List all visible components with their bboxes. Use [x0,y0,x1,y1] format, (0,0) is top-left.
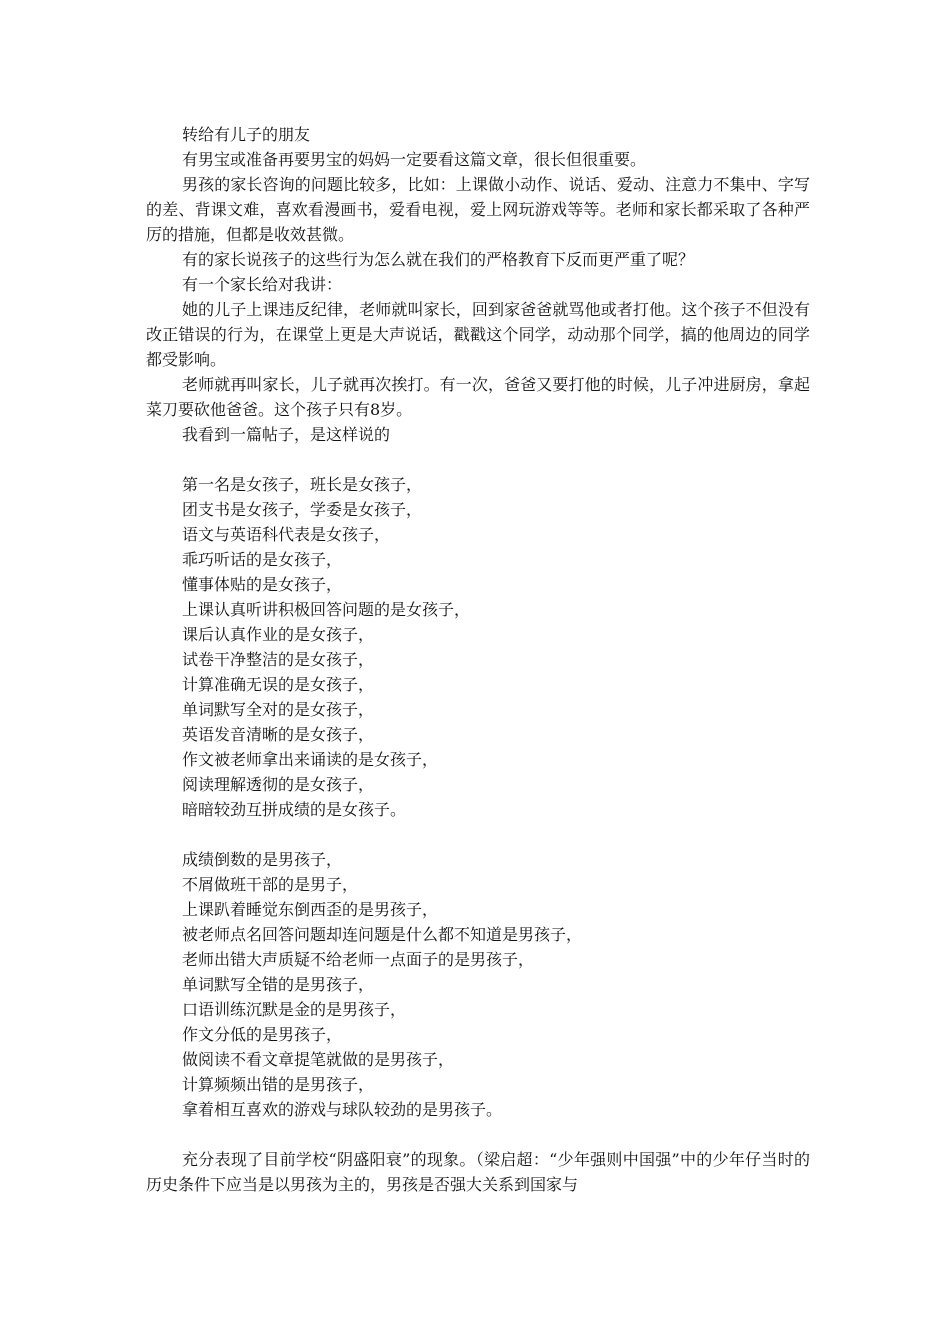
girls-line: 计算准确无误的是女孩子， [182,675,375,694]
document-page [146,122,810,1197]
girls-line: 暗暗较劲互拼成绩的是女孩子。 [182,800,407,819]
boys-line: 拿着相互喜欢的游戏与球队较劲的是男孩子。 [182,1100,503,1119]
girls-line: 懂事体贴的是女孩子， [182,575,343,594]
blank-line [146,447,810,472]
boys-line: 作文分低的是男孩子， [182,1025,343,1044]
girls-line: 语文与英语科代表是女孩子， [182,525,391,544]
girls-line: 试卷干净整洁的是女孩子， [182,650,375,669]
boys-line: 老师出错大声质疑不给老师一点面子的是男孩子， [182,950,535,969]
intro-paragraph: 老师就再叫家长，儿子就再次挨打。有一次，爸爸又要打他的时候，儿子冲进厨房，拿起菜刀要砍他爸爸。这个孩子只有8岁。 [146,375,810,419]
girls-line: 课后认真作业的是女孩子， [182,625,375,644]
girls-line: 阅读理解透彻的是女孩子， [182,775,375,794]
girls-line: 团支书是女孩子，学委是女孩子， [182,500,423,519]
girls-line: 乖巧听话的是女孩子， [182,550,343,569]
girls-list [146,472,810,822]
girls-line: 英语发音清晰的是女孩子， [182,725,375,744]
boys-line: 被老师点名回答问题却连问题是什么都不知道是男孩子， [182,925,583,944]
closing-paragraph: 充分表现了目前学校“阴盛阳衰”的现象。（梁启超：“少年强则中国强”中的少年仔当时的历史条件下应当是以男孩为主的，男孩是否强大关系到国家与 [146,1150,810,1194]
girls-line: 上课认真听讲积极回答问题的是女孩子， [182,600,471,619]
blank-line [146,1122,810,1147]
intro-paragraph: 有男宝或准备再要男宝的妈妈一定要看这篇文章，很长但很重要。 [182,150,647,169]
boys-list [146,847,810,1122]
girls-line: 单词默写全对的是女孩子， [182,700,375,719]
girls-line: 第一名是女孩子，班长是女孩子， [182,475,423,494]
boys-line: 口语训练沉默是金的是男孩子， [182,1000,407,1019]
intro-paragraph: 有一个家长给对我讲： [182,275,343,294]
boys-line: 单词默写全错的是男孩子， [182,975,375,994]
intro-paragraph: 我看到一篇帖子，是这样说的 [182,425,391,444]
girls-line: 作文被老师拿出来诵读的是女孩子， [182,750,439,769]
boys-line: 做阅读不看文章提笔就做的是男孩子， [182,1050,455,1069]
intro-paragraph: 男孩的家长咨询的问题比较多，比如：上课做小动作、说话、爱动、注意力不集中、字写的差、背课文难，喜欢看漫画书，爱看电视，爱上网玩游戏等等。老师和家长都采取了各种严厉的措施，但都是收效甚微。 [146,175,810,244]
document-title: 转给有儿子的朋友 [182,125,311,144]
boys-line: 成绩倒数的是男孩子， [182,850,343,869]
blank-line [146,822,810,847]
boys-line: 不屑做班干部的是男子， [182,875,359,894]
boys-line: 上课趴着睡觉东倒西歪的是男孩子， [182,900,439,919]
intro-paragraph: 有的家长说孩子的这些行为怎么就在我们的严格教育下反而更严重了呢？ [182,250,695,269]
boys-line: 计算频频出错的是男孩子， [182,1075,375,1094]
intro-paragraph: 她的儿子上课违反纪律，老师就叫家长，回到家爸爸就骂他或者打他。这个孩子不但没有改正错误的行为，在课堂上更是大声说话，戳戳这个同学，动动那个同学，搞的他周边的同学都受影响。 [146,300,810,369]
